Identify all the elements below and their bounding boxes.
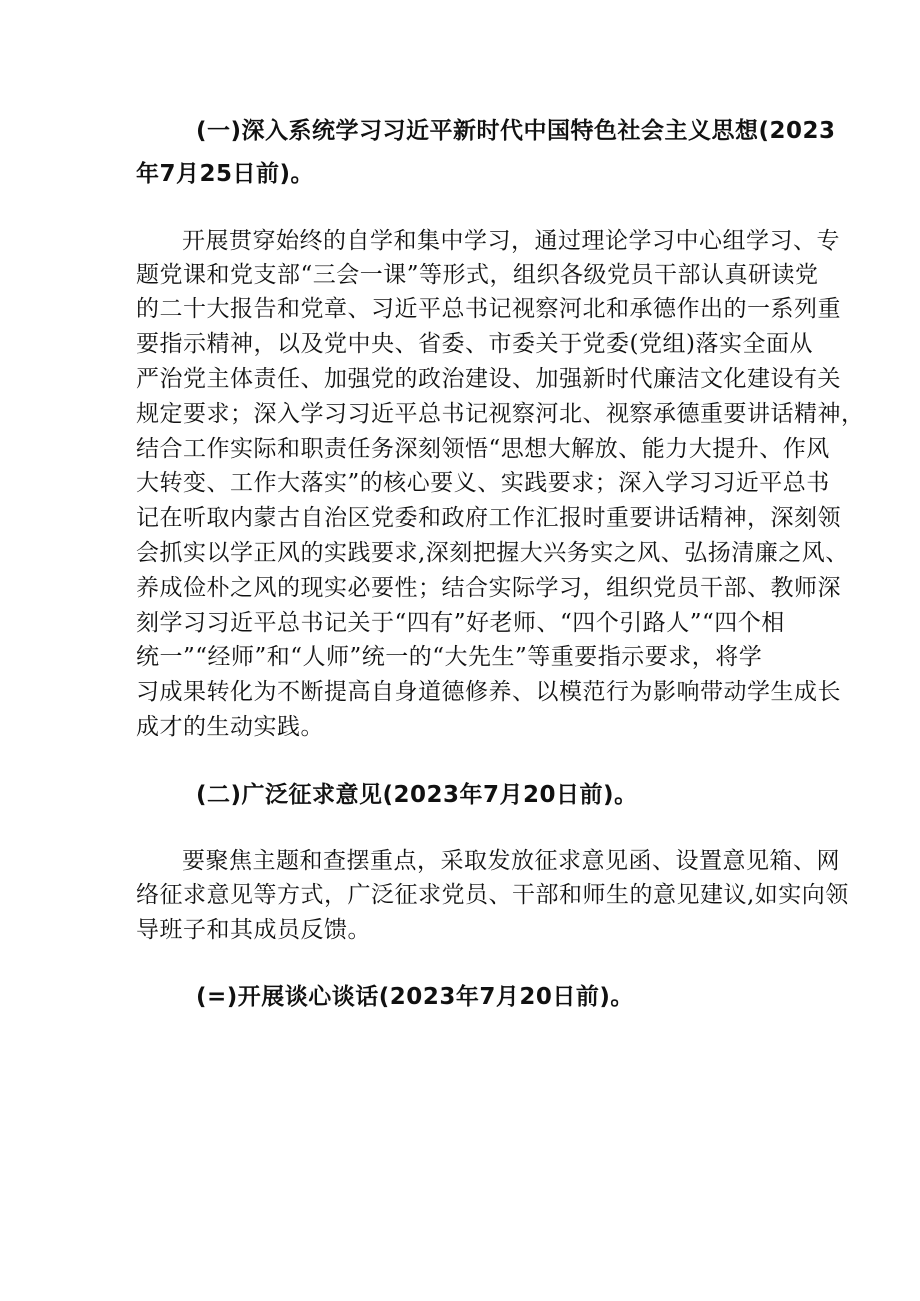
section-1-body-line-8: 大转变、工作大落实”的核心要义、实践要求；深入学习习近平总书 [136, 470, 830, 496]
section-1-body-line-14: 习成果转化为不断提高自身道德修养、以模范行为影响带动学生成长 [136, 679, 841, 705]
section-1-body-line-13: 统一”“经师”和“人师”统一的“大先生”等重要指示要求，将学 [136, 644, 763, 670]
section-1-heading-line-2: 年7月25日前)。 [136, 161, 315, 187]
section-1-body-line-5: 严治党主体责任、加强党的政治建设、加强新时代廉洁文化建设有关 [136, 366, 841, 392]
section-2-body-line-2: 络征求意见等方式，广泛征求党员、干部和师生的意见建议,如实向领 [136, 882, 849, 908]
section-1-body-line-9: 记在听取内蒙古自治区党委和政府工作汇报时重要讲话精神，深刻领 [136, 505, 841, 531]
section-3-heading: (=)开展谈心谈话(2023年7月20日前)。 [196, 984, 634, 1010]
section-1-heading-line-1: (一)深入系统学习习近平新时代中国特色社会主义思想(2023 [196, 118, 836, 144]
section-2-heading: (二)广泛征求意见(2023年7月20日前)。 [196, 782, 638, 808]
section-1-body-line-15: 成才的生动实践。 [136, 714, 324, 740]
section-1-body-line-4: 要指示精神，以及党中央、省委、市委关于党委(党组)落实全面从 [136, 331, 813, 357]
section-1-body-line-1: 开展贯穿始终的自学和集中学习，通过理论学习中心组学习、专 [182, 228, 840, 254]
section-1-body-line-3: 的二十大报告和党章、习近平总书记视察河北和承德作出的一系列重 [136, 296, 841, 322]
section-2-body-line-3: 导班子和其成员反馈。 [136, 917, 371, 943]
section-1-body-line-10: 会抓实以学正风的实践要求,深刻把握大兴务实之风、弘扬清廉之风、 [136, 540, 849, 566]
section-1-body-line-6: 规定要求；深入学习习近平总书记视察河北、视察承德重要讲话精神， [136, 401, 865, 427]
section-1-body-line-12: 刻学习习近平总书记关于“四有”好老师、“四个引路人”“四个相 [136, 610, 785, 636]
section-1-body-line-11: 养成俭朴之风的现实必要性；结合实际学习，组织党员干部、教师深 [136, 575, 841, 601]
section-1-body-line-7: 结合工作实际和职责任务深刻领悟“思想大解放、能力大提升、作风 [136, 436, 830, 462]
section-1-body-line-2: 题党课和党支部“三会一课”等形式，组织各级党员干部认真研读党 [136, 262, 819, 288]
section-2-body-line-1: 要聚焦主题和查摆重点，采取发放征求意见函、设置意见箱、网 [182, 848, 840, 874]
